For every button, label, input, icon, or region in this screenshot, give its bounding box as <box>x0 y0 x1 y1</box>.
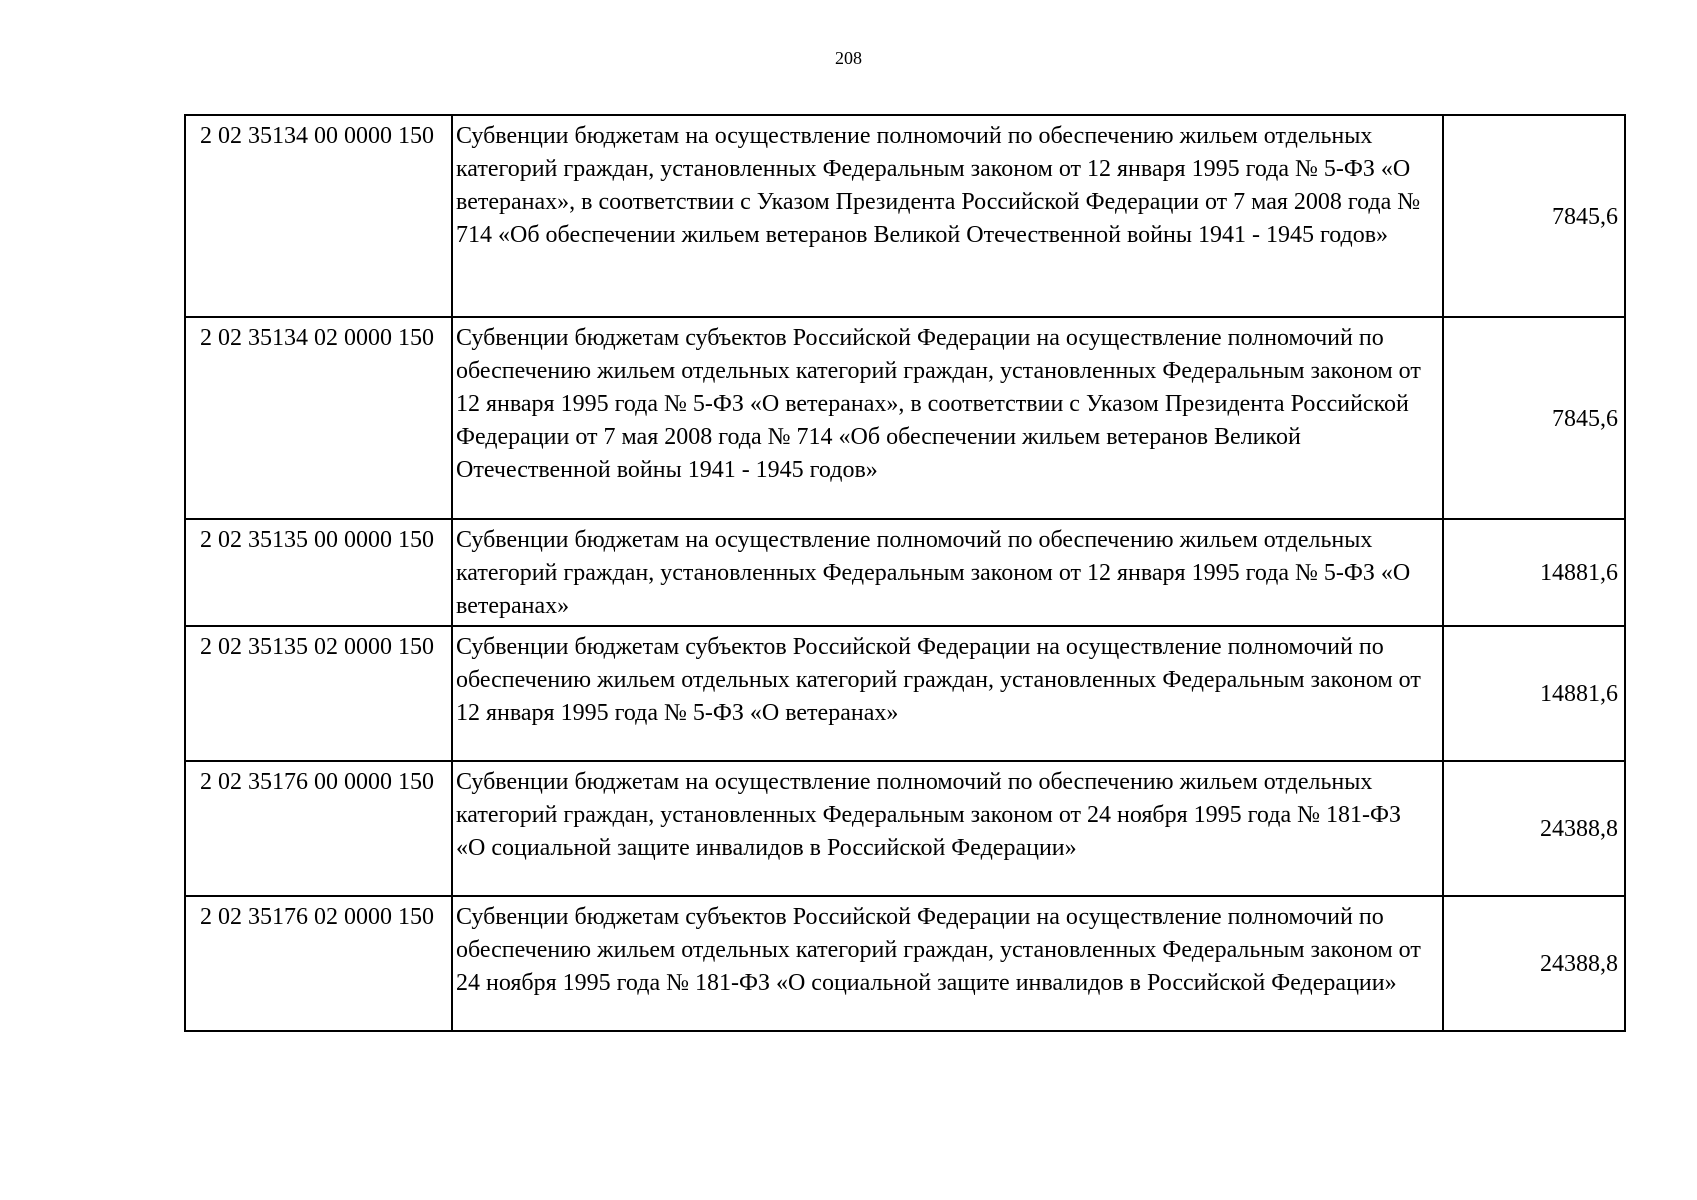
row-amount: 14881,6 <box>1443 626 1625 761</box>
table-row <box>185 626 1625 761</box>
row-amount: 24388,8 <box>1443 761 1625 896</box>
row-description: Субвенции бюджетам субъектов Российской Федерации на осуществление полномочий по обеспечению жильем отдельных категорий граждан, установленных Федеральным законом от 12 января 1995 года № 5-ФЗ «О ветеранах» <box>452 626 1443 761</box>
budget-code: 2 02 35176 02 0000 150 <box>185 896 452 1031</box>
budget-code: 2 02 35135 00 0000 150 <box>185 519 452 626</box>
table-row <box>185 519 1625 626</box>
row-description: Субвенции бюджетам на осуществление полномочий по обеспечению жильем отдельных категорий граждан, установленных Федеральным законом от 12 января 1995 года № 5-ФЗ «О ветеранах», в соответствии с Указом Президента Российской Федерации от 7 мая 2008 года № 714 «Об обеспечении жильем ветеранов Великой Отечественной войны 1941 - 1945 годов» <box>452 115 1443 317</box>
row-description: Субвенции бюджетам субъектов Российской Федерации на осуществление полномочий по обеспечению жильем отдельных категорий граждан, установленных Федеральным законом от 24 ноября 1995 года № 181-ФЗ «О социальной защите инвалидов в Российской Федерации» <box>452 896 1443 1031</box>
page-number: 208 <box>835 48 862 68</box>
budget-code: 2 02 35134 00 0000 150 <box>185 115 452 317</box>
row-amount: 14881,6 <box>1443 519 1625 626</box>
table-body <box>185 115 1625 1031</box>
row-amount: 7845,6 <box>1443 317 1625 519</box>
budget-table <box>184 114 1626 1032</box>
row-description: Субвенции бюджетам субъектов Российской Федерации на осуществление полномочий по обеспечению жильем отдельных категорий граждан, установленных Федеральным законом от 12 января 1995 года № 5-ФЗ «О ветеранах», в соответствии с Указом Президента Российской Федерации от 7 мая 2008 года № 714 «Об обеспечении жильем ветеранов Великой Отечественной войны 1941 - 1945 годов» <box>452 317 1443 519</box>
budget-code: 2 02 35135 02 0000 150 <box>185 626 452 761</box>
table-row <box>185 896 1625 1031</box>
row-amount: 24388,8 <box>1443 896 1625 1031</box>
row-amount: 7845,6 <box>1443 115 1625 317</box>
table-row <box>185 317 1625 519</box>
row-description: Субвенции бюджетам на осуществление полномочий по обеспечению жильем отдельных категорий граждан, установленных Федеральным законом от 24 ноября 1995 года № 181-ФЗ «О социальной защите инвалидов в Российской Федерации» <box>452 761 1443 896</box>
budget-code: 2 02 35134 02 0000 150 <box>185 317 452 519</box>
budget-code: 2 02 35176 00 0000 150 <box>185 761 452 896</box>
row-description: Субвенции бюджетам на осуществление полномочий по обеспечению жильем отдельных категорий граждан, установленных Федеральным законом от 12 января 1995 года № 5-ФЗ «О ветеранах» <box>452 519 1443 626</box>
table-row <box>185 761 1625 896</box>
table-row <box>185 115 1625 317</box>
